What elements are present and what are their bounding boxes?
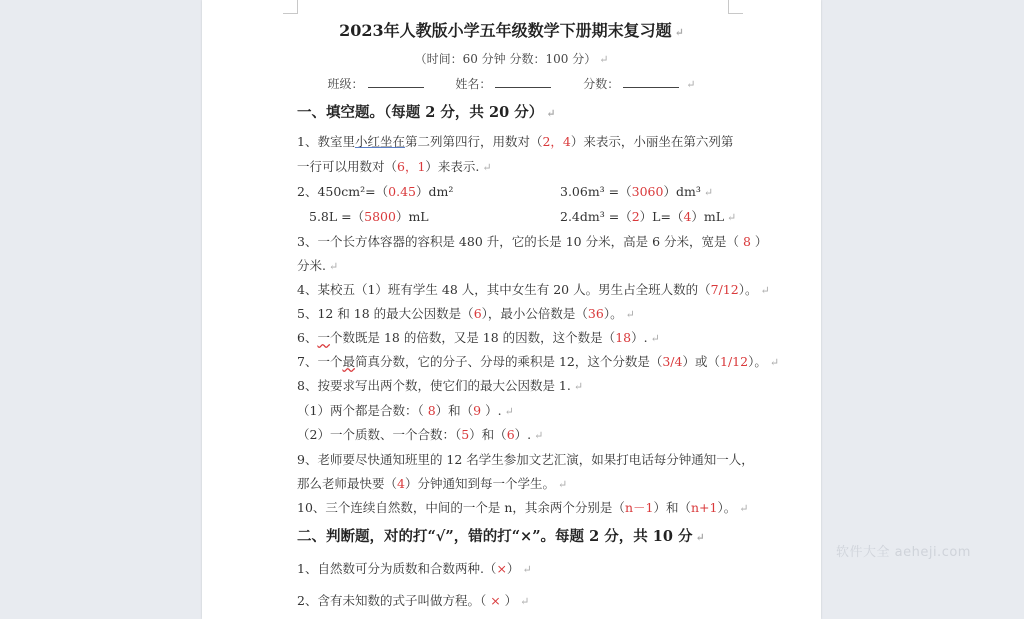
margin-corner-mark xyxy=(283,0,298,14)
document-title: 2023年人教版小学五年级数学下册期末复习题 ↵ xyxy=(339,21,684,40)
question-9-line1: 9、老师要尽快通知班里的 12 名学生参加文艺汇演，如果打电话每分钟通知一人， xyxy=(297,452,754,467)
name-field[interactable]: 姓名： xyxy=(455,75,555,92)
question-5: 5、12 和 18 的最大公因数是（6），最小公倍数是（36）。 ↵ xyxy=(297,306,635,321)
judgment-question-2: 2、含有未知数的式子叫做方程。（ × ） ↵ xyxy=(297,593,530,608)
question-1-line1: 1、教室里小红坐在第二列第四行，用数对（2，4）来表示，小丽坐在第六列第 xyxy=(297,134,734,149)
question-4: 4、某校五（1）班有学生 48 人，其中女生有 20 人。男生占全班人数的（7/12）。 ↵ xyxy=(297,282,770,297)
question-9-line2: 那么老师最快要（4）分钟通知到每一个学生。 ↵ xyxy=(297,476,568,491)
question-10: 10、三个连续自然数，中间的一个是 n，其余两个分别是（n－1）和（n+1）。 ↵ xyxy=(297,500,749,515)
question-8-part2: （2）一个质数、一个合数：（5）和（6）. ↵ xyxy=(297,427,544,442)
question-8-part1: （1）两个都是合数：（ 8）和（9 ）. ↵ xyxy=(297,403,514,418)
student-info-row xyxy=(202,75,821,92)
section2-heading: 二、判断题，对的打“√”，错的打“×”。每题 2 分，共 10 分 ↵ xyxy=(297,528,705,545)
question-7: 7、一个最简真分数，它的分子、分母的乘积是 12，这个分数是（3/4）或（1/12）。 ↵ xyxy=(297,354,780,369)
question-3-line2: 分米. ↵ xyxy=(297,258,339,273)
question-8: 8、按要求写出两个数，使它们的最大公因数是 1. ↵ xyxy=(297,378,584,393)
document-page xyxy=(202,0,821,619)
section1-heading: 一、填空题。（每题 2 分，共 20 分） ↵ xyxy=(297,104,556,121)
question-2-line1: 2、450cm²=（0.45）dm² 3.06m³ =（3060）dm³ ↵ xyxy=(297,184,714,199)
class-field[interactable]: 班级： xyxy=(328,75,428,92)
score-field[interactable]: 分数： ↵ xyxy=(583,77,696,91)
margin-corner-mark xyxy=(728,0,743,14)
question-3-line1: 3、一个长方体容器的容积是 480 升，它的长是 10 分米，高是 6 分米，宽是（ 8 ） xyxy=(297,234,768,249)
judgment-question-1: 1、自然数可分为质数和合数两种.（×） ↵ xyxy=(297,561,532,576)
question-1-line2: 一行可以用数对（6，1）来表示. ↵ xyxy=(297,159,492,174)
question-6: 6、一个数既是 18 的倍数，又是 18 的因数，这个数是（18）. ↵ xyxy=(297,330,660,345)
watermark: 软件大全 aeheji.com xyxy=(836,545,971,560)
exam-info: （时间：60 分钟 分数：100 分） ↵ xyxy=(414,52,609,66)
question-2-line2: 5.8L =（5800）mL 2.4dm³ =（2）L=（4）mL ↵ xyxy=(309,209,737,224)
